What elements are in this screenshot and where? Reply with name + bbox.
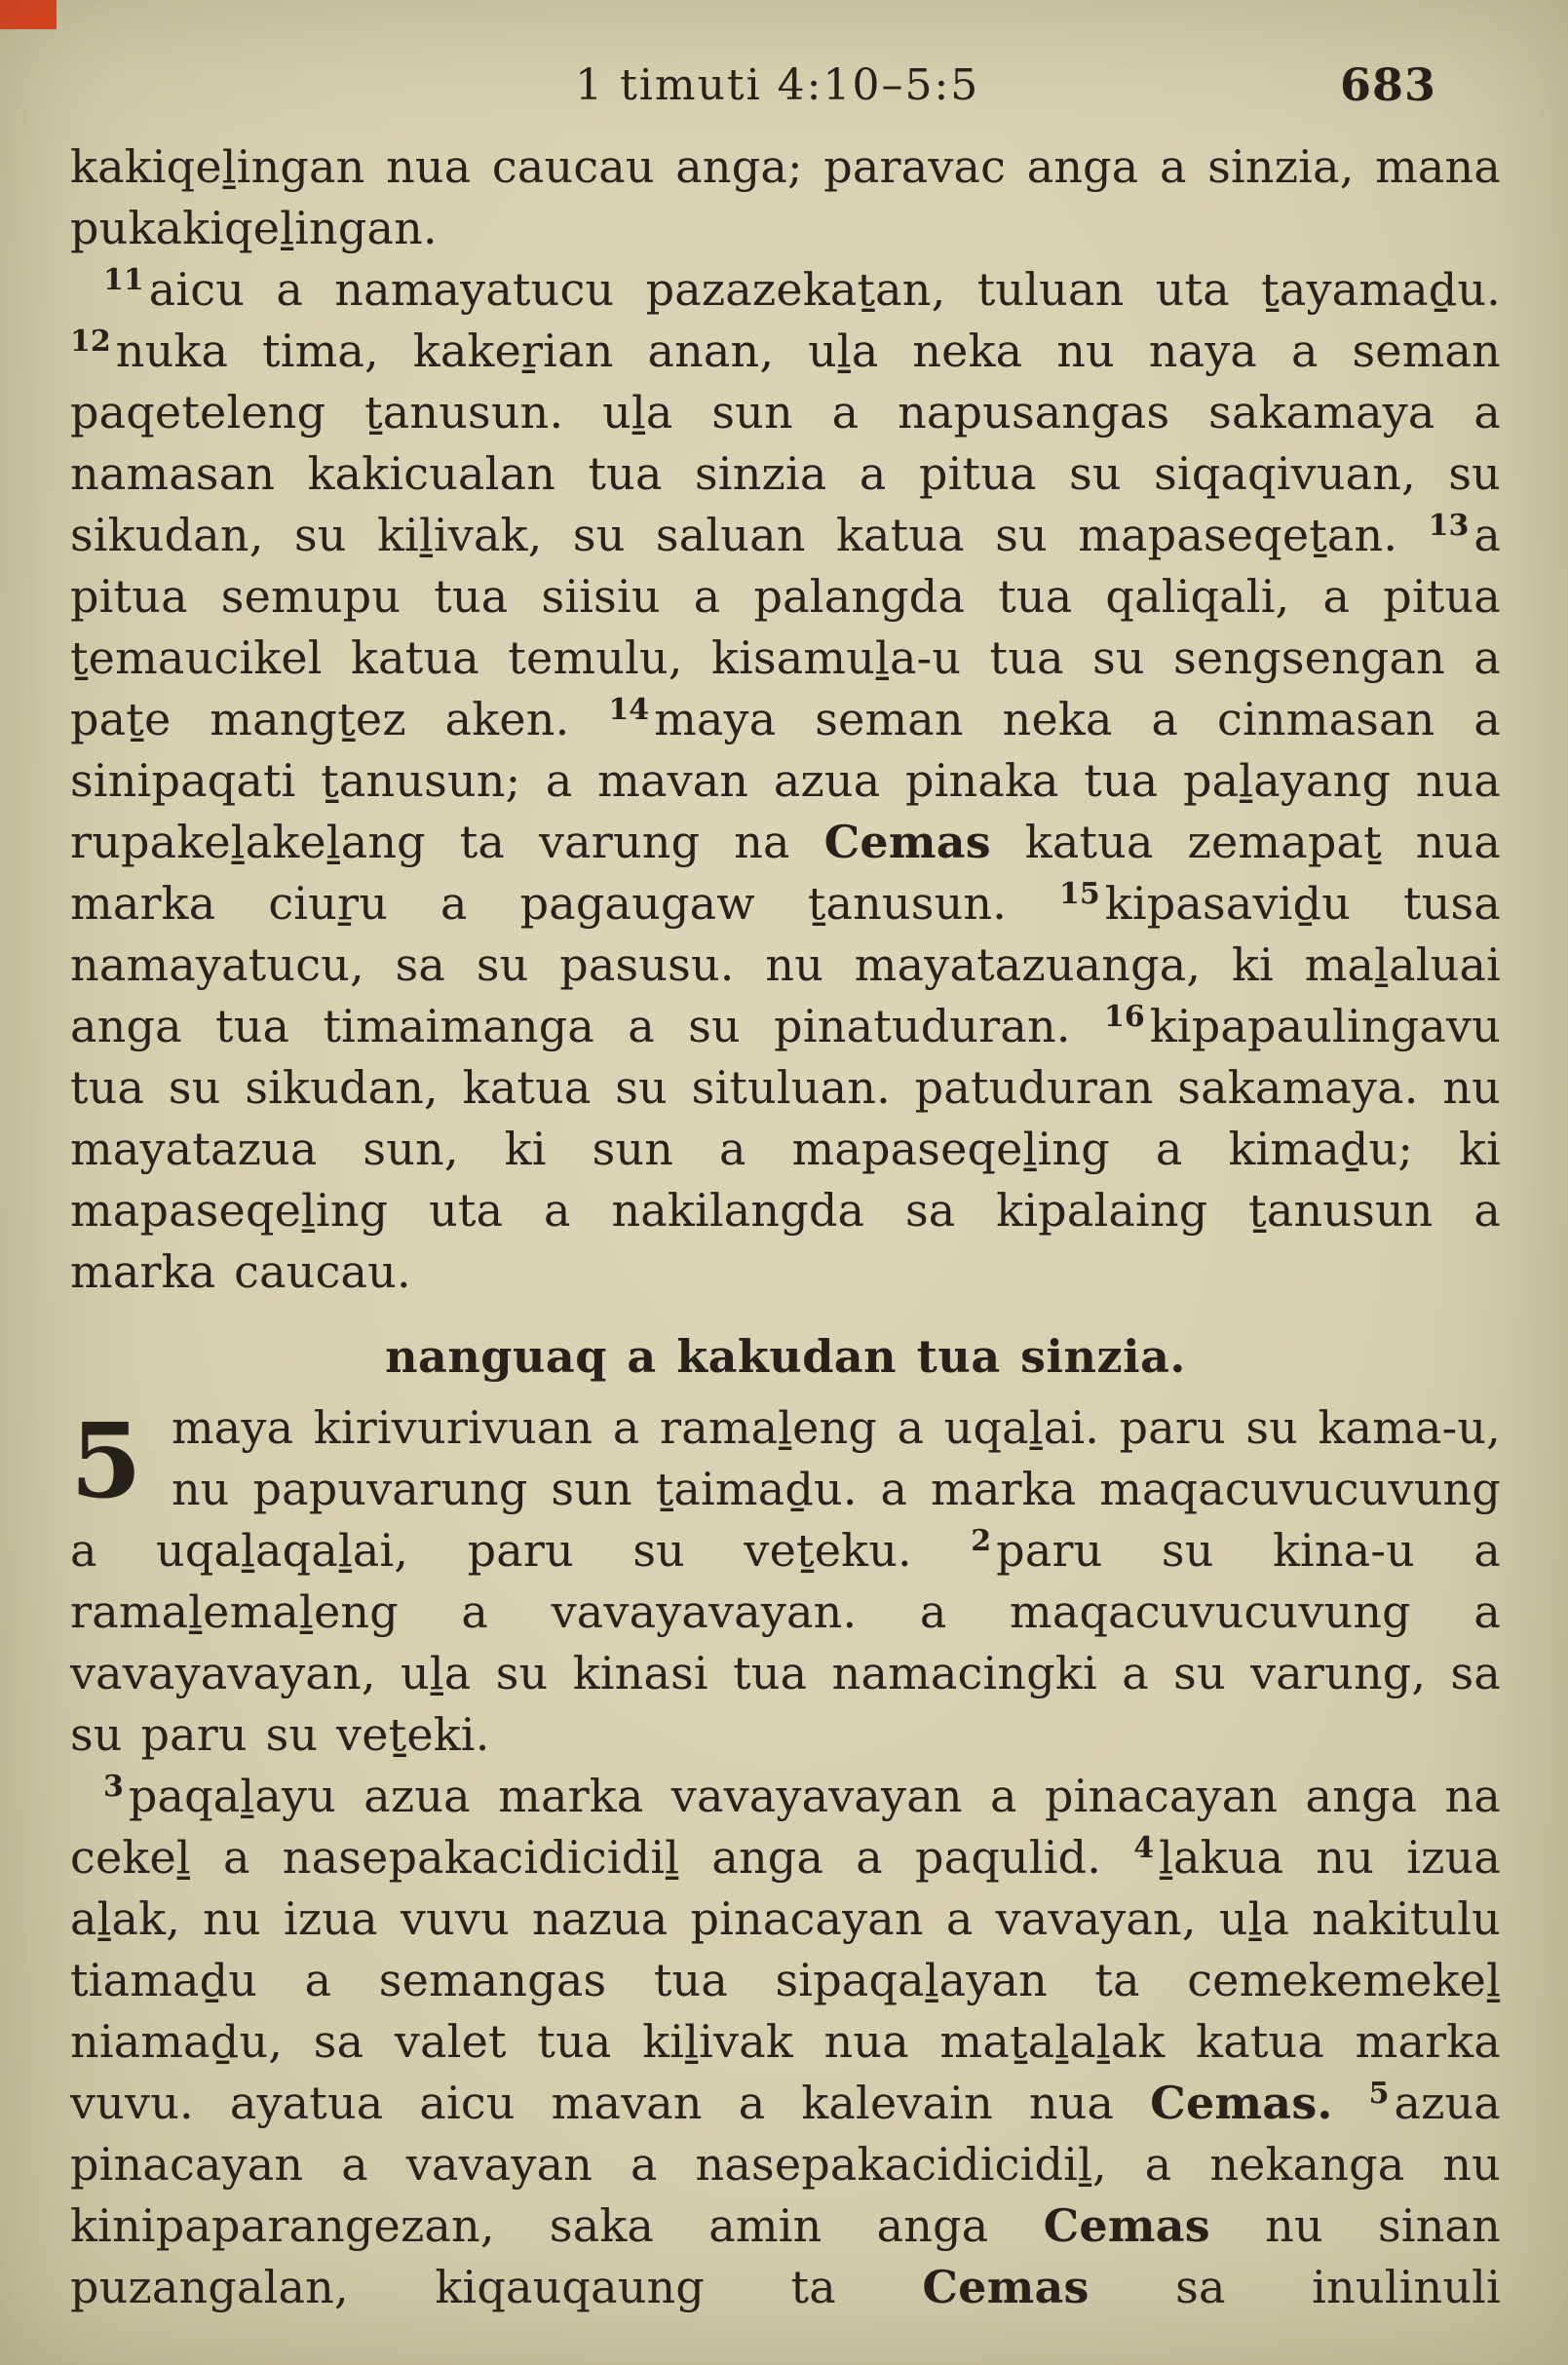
verse-number: 13	[1428, 509, 1470, 543]
paragraph	[70, 259, 1501, 1303]
chapter-reference: 1 timuti 4:10–5:5	[575, 60, 980, 110]
text-run: katua zemapaṯ nua marka ciuṟu a pagaugaw ṯanusun.	[70, 816, 1501, 930]
text-run: kipasaviḏu tusa namayatucu, sa su pasusu. nu mayatazuanga, ki maḻaluai anga tua timaimanga a su pinatuduran.	[70, 877, 1501, 1052]
scripture-text	[70, 136, 1501, 2318]
text-run: azua pinacayan a vavayan a nasepakacidicidiḻ, a nekanga nu kinipaparangezan, saka amin anga	[70, 2077, 1501, 2252]
text-run: ḻakua nu izua aḻak, nu izua vuvu nazua pinacayan a vavayan, uḻa nakitulu tiamaḏu a semangas tua sipaqaḻayan ta cemekemekeḻ niamaḏu, sa valet tua kiḻivak nua maṯaḻaḻak katua marka vuvu. ayatua aicu mavan a kalevain nua	[70, 1831, 1501, 2129]
verse-number: 2	[971, 1524, 992, 1558]
page-number: 683	[1339, 58, 1436, 111]
text-run: nu sinan puzangalan, kiqauqaung ta	[70, 2199, 1501, 2313]
verse-number: 3	[103, 1770, 124, 1804]
verse-number: 11	[103, 263, 144, 297]
running-head	[70, 60, 1501, 123]
text-run: maya seman neka a cinmasan a sinipaqati ṯanusun; a mavan azua pinaka tua paḻayang nua rupakeḻakeḻang ta varung na	[70, 693, 1501, 868]
verse-number: 12	[70, 324, 111, 359]
text-run: paru su kina-u a ramaḻemaḻeng a vavayavayan. a maqacuvucuvung a vavayavayan, uḻa su kinasi tua namacingki a su varung, sa su paru su veṯeki.	[70, 1524, 1501, 1761]
section-heading: nanguaq a kakudan tua sinzia.	[385, 1330, 1186, 1383]
text-run: nuka tima, kakeṟian anan, uḻa neka nu naya a seman paqeteleng ṯanusun. uḻa sun a napusangas sakamaya a namasan kakicualan tua sinzia a pitua su siqaqivuan, su sikudan, su kiḻivak, su saluan katua su mapaseqeṯan.	[70, 324, 1501, 561]
text-run: sa inulinuli	[1089, 2261, 1501, 2313]
text-run: Cemas	[1043, 2199, 1210, 2252]
verse-number: 5	[1368, 2077, 1390, 2111]
text-run: Cemas.	[1150, 2077, 1333, 2129]
paragraph	[70, 136, 1501, 259]
text-run: paqaḻayu azua marka vavayavayan a pinacayan anga na cekeḻ a nasepakacidicidiḻ anga a paqulid.	[70, 1770, 1501, 1884]
text-run: kipapaulingavu tua su sikudan, katua su situluan. patuduran sakamaya. nu mayatazua sun, ki sun a mapaseqeḻing a kimaḏu; ki mapaseqeḻing uta a nakilangda sa kipalaing ṯanusun a marka caucau.	[70, 1000, 1501, 1298]
text-run: a pitua semupu tua siisiu a palangda tua qaliqali, a pitua ṯemaucikel katua temulu, kisamuḻa-u tua su sengsengan a paṯe mangṯez aken.	[70, 509, 1501, 745]
text-run: aicu a namayatucu pazazekaṯan, tuluan uta ṯayamaḏu.	[148, 263, 1501, 316]
paragraph	[70, 1397, 1501, 1766]
text-run: Cemas	[922, 2261, 1090, 2313]
verse-number: 4	[1133, 1831, 1155, 1865]
paragraph	[70, 1766, 1501, 2318]
chapter-number: 5	[70, 1399, 142, 1521]
verse-number: 16	[1103, 1000, 1145, 1034]
text-run: kakiqeḻingan nua caucau anga; paravac anga a sinzia, mana pukakiqeḻingan.	[70, 140, 1501, 254]
verse-number: 15	[1059, 877, 1100, 911]
text-run: maya kirivurivuan a ramaḻeng a uqaḻai. paru su kama-u, nu papuvarung sun ṯaimaḏu. a marka maqacuvucuvung a uqaḻaqaḻai, paru su veṯeku.	[70, 1401, 1501, 1577]
text-run: Cemas	[823, 816, 991, 868]
verse-number: 14	[608, 693, 650, 727]
text-run	[1333, 2077, 1369, 2129]
